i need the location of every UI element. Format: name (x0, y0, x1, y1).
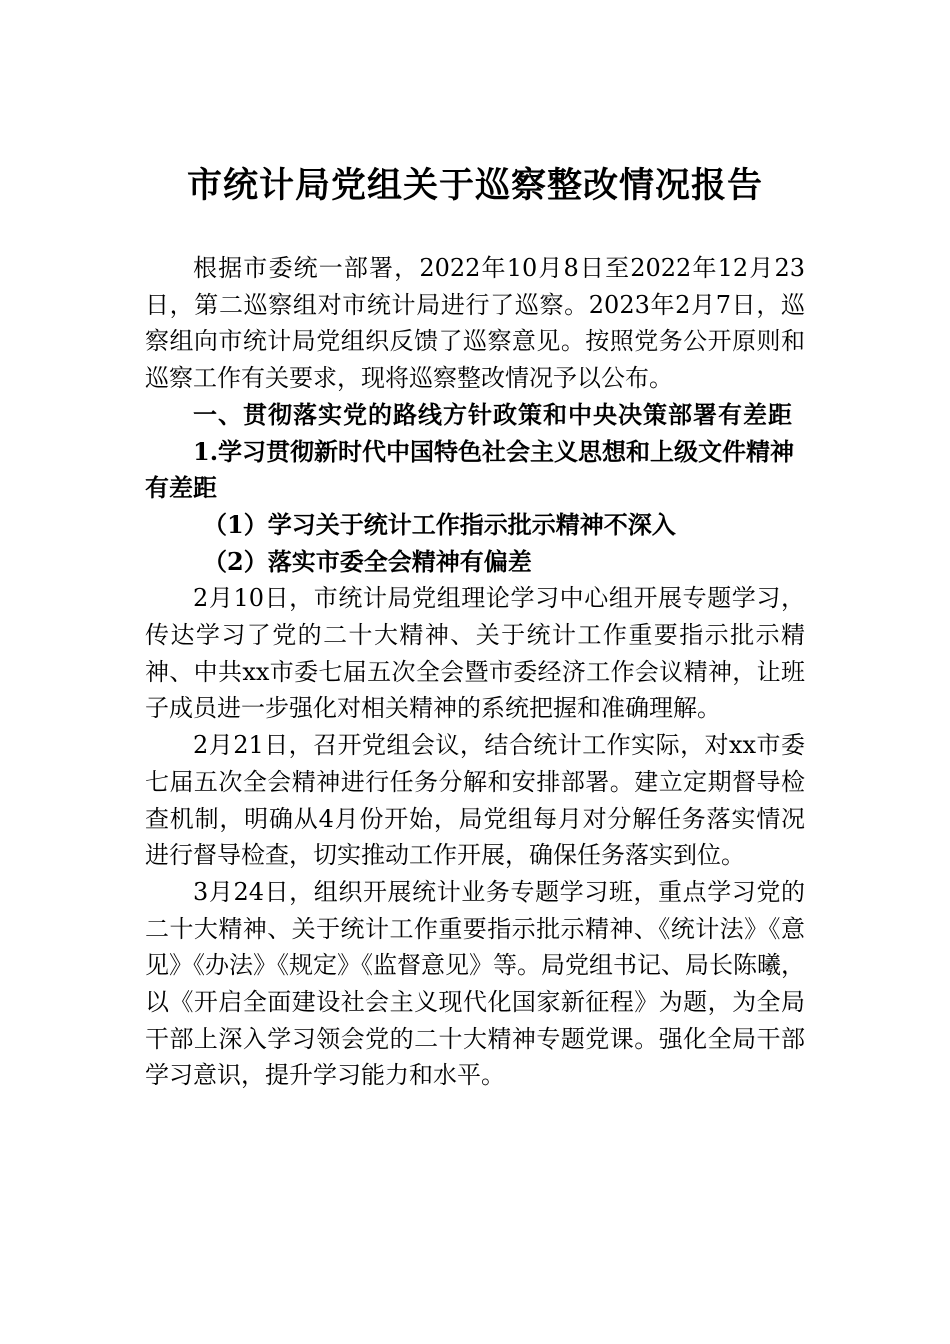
item-heading-2: （2）落实市委全会精神有偏差 (203, 546, 532, 576)
document-title: 市统计局党组关于巡察整改情况报告 (186, 165, 763, 206)
item-heading-1: （1）学习关于统计工作指示批示精神不深入 (203, 509, 676, 539)
body-paragraph-2: 2月21日，召开党组会议，结合统计工作实际，对xx市委七届五次全会精神进行任务分解和安排部署。建立定期督导检查机制，明确从4月份开始，局党组每月对分解任务落实情况进行督导检查，切实推动工作开展，确保任务落实到位。 (145, 731, 805, 870)
document-body (145, 250, 805, 1094)
section-heading: 一、贯彻落实党的路线方针政策和中央决策部署有差距 (193, 400, 793, 429)
intro-paragraph: 根据市委统一部署，2022年10月8日至2022年12月23日，第二巡察组对市统计局进行了巡察。2023年2月7日，巡察组向市统计局党组织反馈了巡察意见。按照党务公开原则和巡察工作有关要求，现将巡察整改情况予以公布。 (145, 254, 805, 393)
body-paragraph-3: 3月24日，组织开展统计业务专题学习班，重点学习党的二十大精神、关于统计工作重要指示批示精神、《统计法》《意见》《办法》《规定》《监督意见》等。局党组书记、局长陈曦，以《开启全面建设社会主义现代化国家新征程》为题，为全局干部上深入学习领会党的二十大精神专题党课。强化全局干部学习意识，提升学习能力和水平。 (145, 877, 805, 1090)
subsection-heading: 1.学习贯彻新时代中国特色社会主义思想和上级文件精神有差距 (145, 436, 795, 503)
body-paragraph-1: 2月10日，市统计局党组理论学习中心组开展专题学习，传达学习了党的二十大精神、关于统计工作重要指示批示精神、中共xx市委七届五次全会暨市委经济工作会议精神，让班子成员进一步强化对相关精神的系统把握和准确理解。 (145, 584, 805, 723)
